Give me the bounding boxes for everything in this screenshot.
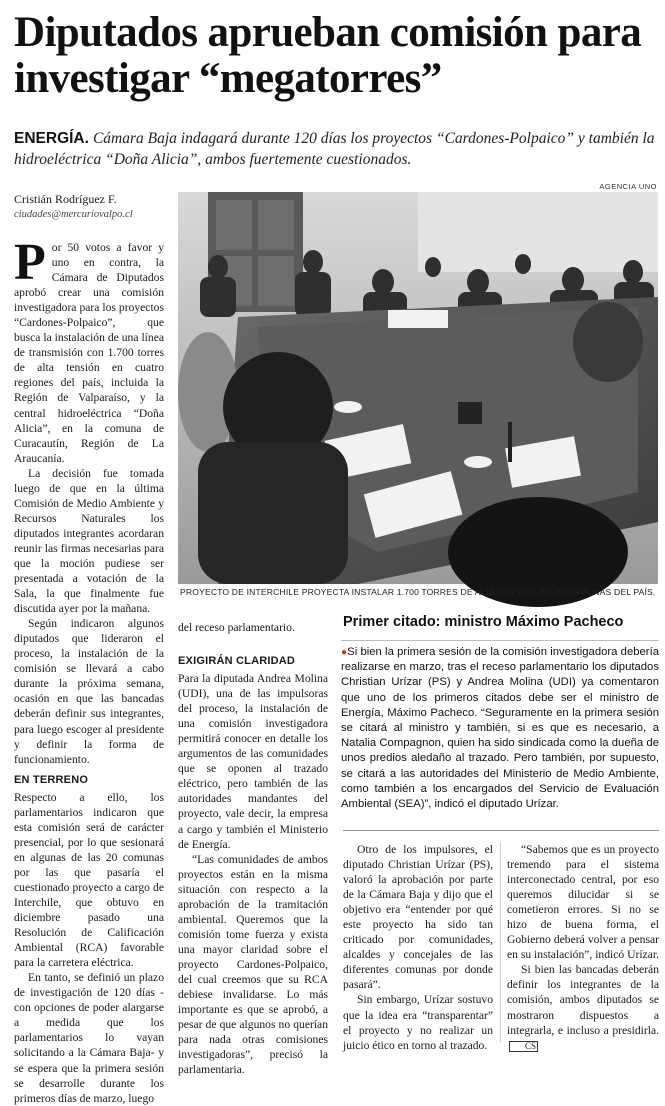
section-label: ENERGÍA. bbox=[14, 130, 89, 147]
sidebar-text bbox=[341, 645, 659, 812]
subheading-claridad: EXIGIRÁN CLARIDAD bbox=[178, 655, 296, 667]
paragraph-continuation: del receso parlamentario. bbox=[178, 621, 295, 634]
end-mark-icon: CS bbox=[509, 1041, 538, 1052]
byline bbox=[14, 192, 174, 220]
divider bbox=[343, 830, 659, 831]
paragraph: Sin embargo, Urízar sostuvo que la idea era “transparentar” el proyecto y no realizar un juicio ético en torno al trazado. bbox=[343, 993, 493, 1052]
paragraph: “Las comunidades de ambos proyectos están en la misma situación con respecto a la aprobación de la tramitación ambiental. Queremos que la comisión tome fuerza y exista una mayor claridad sobre el proyecto Cardones-Polpaico, del cual creemos que su RCA debiese invalidarse. Lo más importante es que se aprobó, a pesar de que algunos no querían para nada otras comisiones investigadoras”, precisó la parlamentaria. bbox=[178, 852, 328, 1077]
headline: Diputados aprueban comisión para investigar “megatorres” bbox=[14, 9, 642, 102]
sidebar-box bbox=[341, 640, 659, 831]
paragraph: Respecto a ello, los parlamentarios indicaron que esta comisión será de carácter presencial, por lo que sesionará en algunas de las 20 comunas por las que pasaría el cuestionado proyecto a cargo de Interchile, que obtuvo en diciembre pasado una Resolución de Calificación Ambiental (RCA) favorable para la carretera eléctrica. bbox=[14, 790, 164, 970]
photo-credit: AGENCIA UNO bbox=[599, 182, 657, 191]
body-column-3 bbox=[343, 842, 493, 1052]
paragraph: Para la diputada Andrea Molina (UDI), una de las impulsoras del proceso, la instalación de una comisión investigadora permitirá conocer en detalle los argumentos de las comunidades que se oponen al trazado eléctrico, pero también de las autoridades mandantes del proyecto, vale decir, la empresa a cargo y también el Ministerio de Energía. bbox=[178, 672, 328, 851]
drop-cap: P bbox=[14, 234, 46, 291]
body-column-4 bbox=[507, 842, 659, 1051]
paragraph: En tanto, se definió un plazo de investigación de 120 días -con opciones de poder alargarse a medida que los parlamentarios lo vayan solicitando a la Cámara Baja- y se espera que la primera sesión se desarrolle durante los primeros días de marzo, luego bbox=[14, 971, 164, 1105]
sidebar-heading: Primer citado: ministro Máximo Pacheco bbox=[343, 614, 624, 630]
paragraph bbox=[14, 234, 164, 466]
paragraph bbox=[507, 962, 659, 1052]
bullet-icon: ● bbox=[341, 647, 348, 658]
paragraph-text: or 50 votos a favor y uno en contra, la Cámara de Diputados aprobó crear una comisión investigadora para los proyectos “Cardones-Polpaico”, que busca la instalación de una línea de transmisión con 1.700 torres de alta tensión en cuatro regiones del país, incluida la Región de Valparaíso, y la central hidroeléctrica “Doña Alicia”, en la comuna de Curacautín, Región de La Araucanía. bbox=[14, 241, 164, 465]
paragraph: Según indicaron algunos diputados que lideraron el proceso, la instalación de la comisión se llevará a cabo durante la próxima semana, ocasión en que las bancadas deberán definir sus integrantes, para luego escoger al presidente y definir la forma de funcionamiento. bbox=[14, 617, 164, 766]
author-name: Cristián Rodríguez F. bbox=[14, 192, 117, 206]
paragraph-text: Si bien las bancadas deberán definir los integrantes de la comisión, ambos diputados se mostraron dispuestos a integrarla, e incluso a presidirla. bbox=[507, 963, 659, 1037]
deck-text: Cámara Baja indagará durante 120 días los proyectos “Cardones-Polpaico” y también la hidroeléctrica “Doña Alicia”, ambos fuertemente cuestionados. bbox=[14, 130, 655, 168]
body-column-2-top bbox=[178, 620, 328, 635]
sidebar-paragraph: Si bien la primera sesión de la comisión investigadora debería realizarse en marzo, tras el receso parlamentario los diputados Christian Urízar (PS) y Andrea Molina (UDI) ya comentaron que uno de los primeros citados debe ser el ministro de Energía, Máximo Pacheco. “Seguramente en la primera sesión se citará al ministro y también, si es que es necesario, a Natalia Compagnon, quien ha sido sindicada como la dueña de unos predios aledaño al trazado. Pero también, por supuesto, se citará a las autoridades del Ministerio de Medio Ambiente, como también a los encargados del Servicio de Evaluación Ambiental (SEA)”, indicó el diputado Urízar. bbox=[341, 646, 659, 811]
column-divider bbox=[500, 842, 501, 1042]
deck bbox=[14, 128, 659, 170]
paragraph: “Sabemos que es un proyecto tremendo para el sistema interconectado central, por eso queremos dilucidar si se cometieron errores. Si no se hizo de buena forma, el Gobierno deberá volver a pensar en su instalación”, indicó Urízar. bbox=[507, 843, 659, 962]
photo-illustration bbox=[178, 192, 658, 584]
author-email: ciudades@mercuriovalpo.cl bbox=[14, 209, 133, 220]
photo-caption: PROYECTO DE INTERCHILE PROYECTA INSTALAR 1.700 TORRES DE ALTA TENSIÓN EN 20 COMUNAS DEL PAÍS. bbox=[180, 587, 656, 597]
paragraph: Otro de los impulsores, el diputado Christian Urízar (PS), valoró la aprobación por parte de la Cámara Baja y dijo que el objetivo era “entender por qué este proyecto ha sido tan criticado por comunidades, alcaldes y concejales de las diferentes comunas por donde pasará”. bbox=[343, 843, 493, 992]
paragraph: La decisión fue tomada luego de que en la última Comisión de Medio Ambiente y Recursos Naturales los diputados integrantes acordaran reunir las firmas necesarias para que la moción pudiese ser presentada a votación de la Sala, la que finalmente fue discutida ayer por la mañana. bbox=[14, 466, 164, 616]
news-photo bbox=[178, 192, 658, 584]
subheading-terreno: EN TERRENO bbox=[14, 773, 89, 786]
body-column-2 bbox=[178, 648, 328, 1077]
body-column-1 bbox=[14, 234, 164, 1105]
